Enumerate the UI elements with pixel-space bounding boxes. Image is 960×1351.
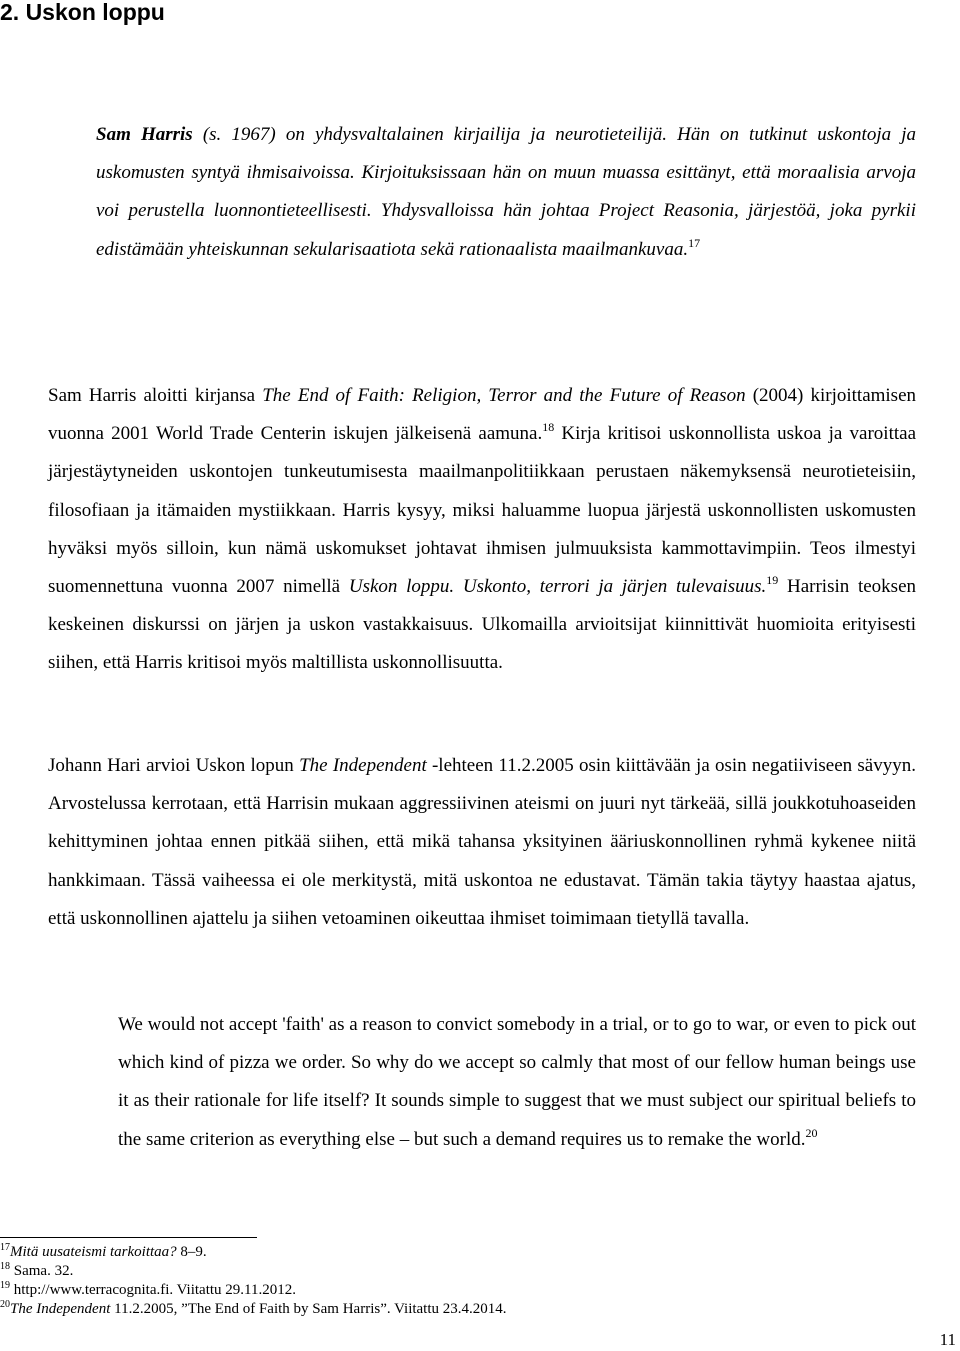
footnote-number: 17 [0, 1242, 10, 1253]
footnote-ref-20[interactable]: 20 [805, 1125, 818, 1140]
newspaper-title: The Independent [299, 755, 427, 776]
p1-text-2: (2004) kirjoittamisen vuonna 2001 World Trade Centerin iskujen jälkeisenä aamuna. [48, 385, 917, 445]
footnotes [0, 1243, 900, 1319]
footnote-text: Sama. 32. [10, 1263, 74, 1279]
block-quote [118, 1006, 916, 1159]
footnote-18 [0, 1262, 900, 1281]
footnote-text: 8–9. [176, 1244, 207, 1260]
finnish-title: Uskon loppu. Uskonto, terrori ja järjen tulevaisuus. [348, 576, 767, 598]
intro-name: Sam Harris [96, 124, 193, 145]
quote-text: We would not accept 'faith' as a reason to convict somebody in a trial, or to go to war, or even to pick out which kind of pizza we order. So why do we accept so calmly that most of our fellow human beings use it as their rationale for life itself? It sounds simple to suggest that we must subject our spiritual beliefs to the same criterion as everything else – but such a demand requires us to remake the world. [118, 1014, 916, 1150]
footnote-number: 18 [0, 1261, 10, 1272]
footnote-ref-18[interactable]: 18 [542, 420, 555, 435]
p1-text-4: Harrisin teoksen keskeinen diskurssi on järjen ja uskon vastakkaisuus. Ulkomailla arvioitsijat kiinnittivät huomioita erityisesti siihen, että Harris kritisoi myös maltillista uskonnollisuutta. [48, 576, 916, 674]
footnote-link[interactable]: http://www.terracognita.fi. Viitattu 29.11.2012. [10, 1282, 296, 1298]
body-paragraph-1 [48, 377, 916, 683]
page-number: 11 [939, 1330, 956, 1349]
footnote-20 [0, 1300, 900, 1319]
footnote-italic: The Independent [10, 1301, 111, 1317]
footnote-ref-19[interactable]: 19 [766, 573, 779, 588]
p1-text-3: Kirja kritisoi uskonnollista uskoa ja varoittaa järjestäytyneiden uskontojen tunkeutumisesta maailmanpolitiikkaan perustaen näkemyksensä neurotieteisiin, filosofiaan ja itämaiden mystiikkaan. Harris kysyy, miksi haluamme luopua järjestä uskonnollisten uskomusten hyväksi myös silloin, kun nämä uskomukset johtavat ihmisen julmuuksista kammottavimpiin. Teos ilmestyi suomennettuna vuonna 2007 nimellä [48, 423, 917, 598]
footnote-number: 20 [0, 1299, 10, 1310]
footnote-number: 19 [0, 1280, 10, 1291]
footnote-italic: Mitä uusateismi tarkoittaa? [10, 1244, 177, 1260]
page-heading: 2. Uskon loppu [0, 0, 165, 25]
p2-text-1: Johann Hari arvioi Uskon lopun [48, 755, 300, 776]
footnote-17 [0, 1243, 900, 1262]
body-paragraph-2 [48, 747, 916, 938]
intro-paragraph [96, 116, 916, 269]
intro-text: (s. 1967) on yhdysvaltalainen kirjailija ja neurotieteilijä. Hän on tutkinut uskontoja ja uskomusten syntyä ihmisaivoissa. Kirjoituksissaan hän on muun muassa esittänyt, että moraalisia arvoja voi perustella luonnontieteellisesti. Yhdysvalloissa hän johtaa Project Reasonia, järjestöä, joka pyrkii edistämään yhteiskunnan sekularisaatiota sekä rationaalista maailmankuvaa. [96, 124, 916, 260]
p1-text-1: Sam Harris aloitti kirjansa [48, 385, 263, 406]
footnote-19 [0, 1281, 900, 1300]
footnote-ref-17[interactable]: 17 [688, 235, 701, 250]
book-title: The End of Faith: Religion, Terror and the Future of Reason [262, 385, 746, 406]
p2-text-2: -lehteen 11.2.2005 osin kiittävään ja osin negatiiviseen sävyyn. Arvostelussa kerrotaan, että Harrisin mukaan aggressiivinen ateismi on juuri nyt tärkeää, sillä joukkotuhoaseiden kehittyminen johtaa ennen pitkää siihen, että mikä tahansa yksityinen ääriuskonnollinen ryhmä kykenee niitä hankkimaan. Tässä vaiheessa ei ole merkitystä, mitä uskontoa ne edustavat. Tämän takia täytyy haastaa ajatus, että uskonnollinen ajattelu ja siihen vetoaminen oikeuttaa ihmiset toimimaan tietyllä tavalla. [48, 755, 916, 929]
footnote-divider [0, 1237, 257, 1238]
footnote-text: 11.2.2005, ”The End of Faith by Sam Harris”. Viitattu 23.4.2014. [110, 1301, 507, 1317]
